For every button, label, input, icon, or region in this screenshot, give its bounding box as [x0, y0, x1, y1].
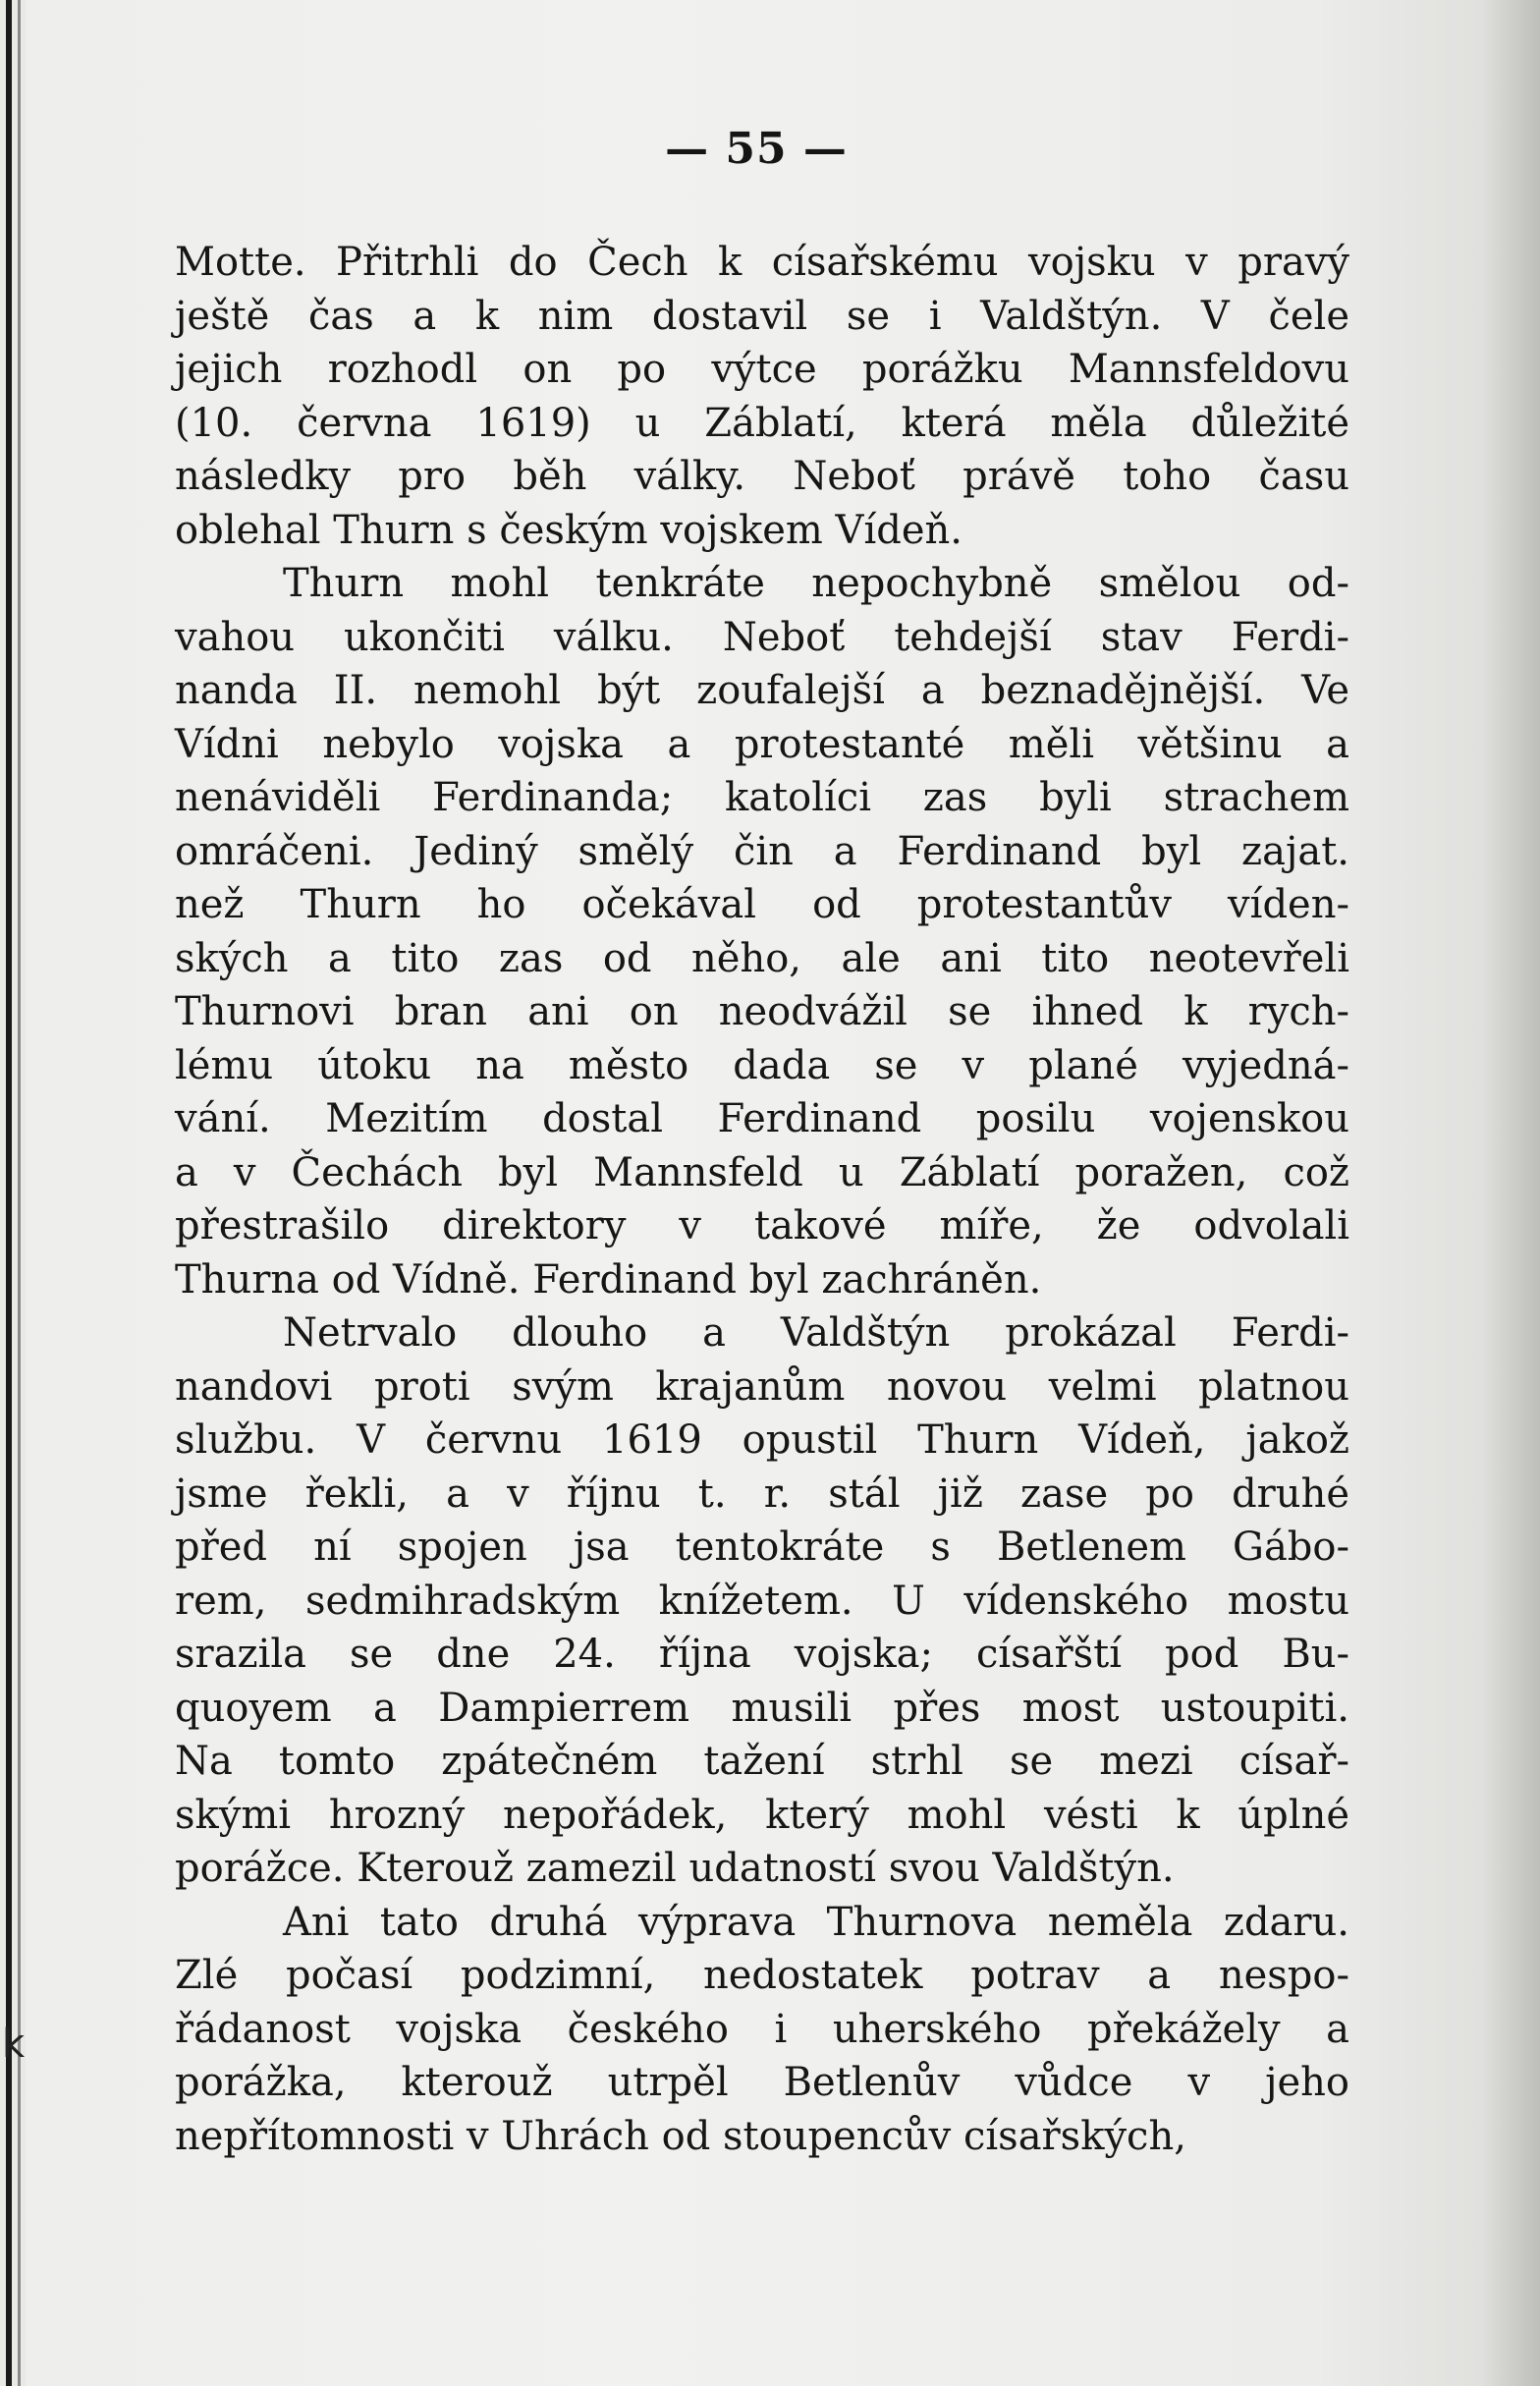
text-line: lému útoku na město dada se v plané vyjedná- [175, 1042, 1349, 1088]
text-line: Motte. Přitrhli do Čech k císařskému vojsku v pravý [175, 240, 1349, 285]
paragraph [175, 1306, 1349, 1896]
text-line: porážka, kterouž utrpěl Betlenův vůdce v jeho [175, 2060, 1349, 2105]
text-line: nenáviděli Ferdinanda; katolíci zas byli strachem [175, 775, 1349, 820]
text-line: Na tomto zpátečném tažení strhl se mezi císař- [175, 1739, 1349, 1784]
text-line: vání. Mezitím dostal Ferdinand posilu vojenskou [175, 1096, 1349, 1141]
paragraph [175, 236, 1349, 557]
text-line: Thurnovi bran ani on neodvážil se ihned k rych- [175, 989, 1349, 1034]
text-line: Thurna od Vídně. Ferdinand byl zachráněn. [175, 1256, 1042, 1303]
page-edge-shade [1481, 0, 1540, 2386]
page-number: — 55 — [665, 124, 848, 174]
text-line: službu. V červnu 1619 opustil Thurn Vídeň, jakož [175, 1417, 1349, 1463]
text-line: Zlé počasí podzimní, nedostatek potrav a nespo- [175, 1953, 1349, 1998]
text-line: Thurn mohl tenkráte nepochybně smělou od- [283, 561, 1349, 606]
text-line: oblehal Thurn s českým vojskem Vídeň. [175, 507, 962, 553]
text-line: srazila se dne 24. října vojska; císařští pod Bu- [175, 1632, 1349, 1677]
text-line: rem, sedmihradským knížetem. U vídenského mostu [175, 1578, 1349, 1624]
text-line: a v Čechách byl Mannsfeld u Záblatí poražen, což [175, 1149, 1349, 1195]
paragraph [175, 1896, 1349, 2164]
text-line: než Thurn ho očekával od protestantův víden- [175, 882, 1349, 927]
text-line: nanda II. nemohl být zoufalejší a beznadějnější. Ve [175, 668, 1349, 713]
text-line: Ani tato druhá výprava Thurnova neměla zdaru. [283, 1899, 1349, 1945]
text-line: ještě čas a k nim dostavil se i Valdštýn. V čele [175, 293, 1349, 339]
text-line: nandovi proti svým krajanům novou velmi platnou [175, 1363, 1349, 1410]
text-line: Vídni nebylo vojska a protestanté měli většinu a [175, 721, 1349, 767]
text-line: řádanost vojska českého i uherského překážely a [175, 2006, 1349, 2052]
text-line: quoyem a Dampierrem musili přes most ustoupiti. [175, 1685, 1349, 1731]
text-line: nepřítomnosti v Uhrách od stoupencův císařských, [175, 2113, 1186, 2159]
text-line: Netrvalo dlouho a Valdštýn prokázal Ferdi- [283, 1310, 1349, 1356]
body-text [175, 236, 1349, 2163]
text-line: porážce. Kterouž zamezil udatností svou Valdštýn. [175, 1846, 1175, 1891]
text-line: omráčeni. Jediný smělý čin a Ferdinand byl zajat. [175, 828, 1349, 874]
text-line: vahou ukončiti válku. Neboť tehdejší stav Ferdi- [175, 614, 1349, 660]
text-line: skými hrozný nepořádek, který mohl vésti k úplné [175, 1792, 1349, 1838]
text-line: (10. června 1619) u Záblatí, která měla důležité [175, 400, 1349, 446]
text-line: před ní spojen jsa tentokráte s Betlenem Gábo- [175, 1525, 1349, 1570]
paragraph [175, 557, 1349, 1306]
text-line: ských a tito zas od něho, ale ani tito neotevřeli [175, 935, 1349, 981]
margin-mark: k [2, 2022, 26, 2067]
text-line: jsme řekli, a v říjnu t. r. stál již zase po druhé [175, 1470, 1349, 1517]
text-line: jejich rozhodl on po výtce porážku Mannsfeldovu [175, 347, 1349, 392]
text-line: přestrašilo direktory v takové míře, že odvolali [175, 1203, 1349, 1248]
text-line: následky pro běh války. Neboť právě toho času [175, 454, 1349, 499]
